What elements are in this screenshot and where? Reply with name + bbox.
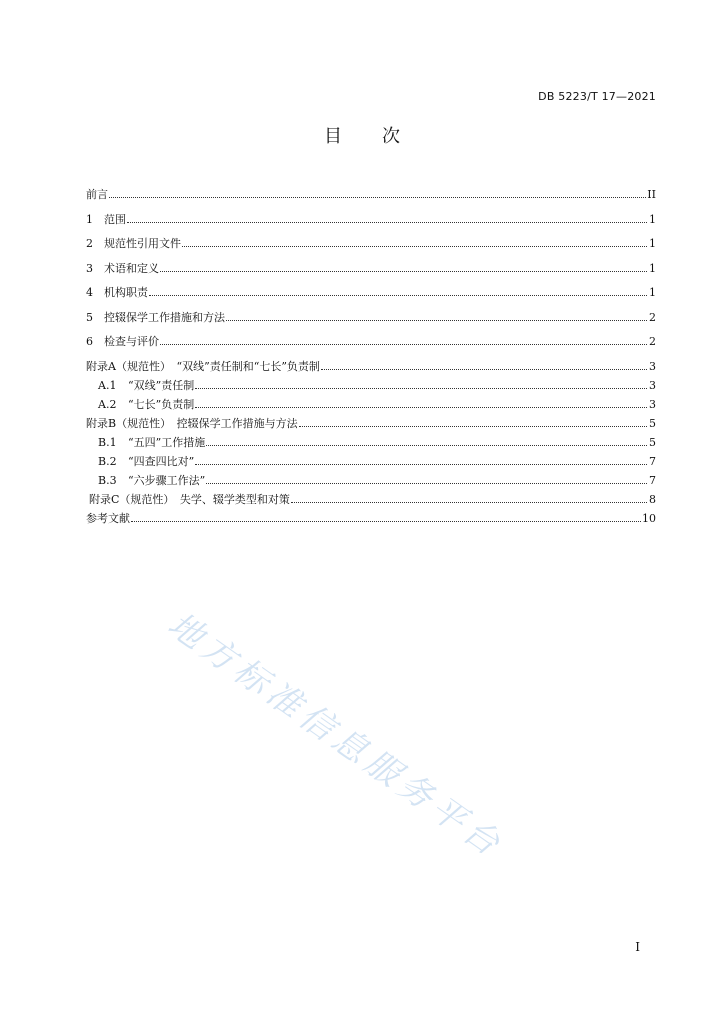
toc-number: 1 (86, 212, 93, 226)
toc-label: 参考文献 (86, 511, 130, 525)
toc-entry-appendix-b[interactable] (86, 415, 656, 434)
toc-label: 附录B（规范性） 控辍保学工作措施与方法 (86, 416, 298, 430)
toc-entry-a1[interactable] (86, 377, 656, 396)
toc-page-number: 1 (649, 286, 656, 299)
title-char-2: 次 (382, 126, 400, 147)
toc-entry-bibliography[interactable] (86, 510, 656, 529)
toc-leader-dots (149, 294, 647, 296)
toc-number: B.1 (98, 435, 117, 449)
toc-page-number: 5 (649, 435, 656, 449)
toc-page-number: 1 (649, 261, 656, 275)
toc-number: B.2 (98, 454, 117, 468)
toc-number: 6 (86, 335, 93, 348)
toc-number: A.1 (98, 378, 117, 392)
toc-entry-b1[interactable] (86, 434, 656, 453)
toc-label: 机构职责 (104, 286, 148, 299)
toc-page-number: 8 (649, 492, 656, 506)
toc-number: A.2 (98, 397, 117, 411)
toc-entry-appendix-a[interactable] (86, 358, 656, 377)
toc-page-number: 3 (649, 378, 656, 392)
toc-page-number: 10 (642, 511, 656, 525)
toc-leader-dots (321, 368, 647, 370)
toc-number: 4 (86, 286, 93, 299)
toc-label: 检查与评价 (104, 335, 159, 348)
toc-entry-foreword[interactable] (86, 186, 656, 211)
toc-page-number: 7 (649, 454, 656, 468)
page-title (0, 122, 724, 148)
page-number: I (635, 940, 640, 954)
table-of-contents (86, 186, 656, 529)
toc-leader-dots (195, 463, 647, 465)
toc-leader-dots (195, 387, 647, 389)
toc-number: B.3 (98, 473, 117, 487)
toc-entry-measures-methods[interactable] (86, 309, 656, 334)
watermark: 地方标准信息服务平台 (160, 604, 512, 867)
toc-label: “七长”负责制 (128, 397, 195, 411)
toc-entry-normative-references[interactable] (86, 235, 656, 260)
toc-page-number: 5 (649, 416, 656, 430)
toc-page-number: 1 (649, 237, 656, 250)
toc-entry-appendix-c[interactable] (86, 491, 656, 510)
toc-label: 范围 (104, 212, 126, 226)
toc-leader-dots (206, 444, 647, 446)
document-code: DB 5223/T 17—2021 (538, 90, 656, 103)
toc-page-number: 2 (649, 335, 656, 348)
toc-leader-dots (195, 406, 647, 408)
toc-label: 前言 (86, 188, 108, 201)
toc-page-number: 3 (649, 359, 656, 373)
toc-label: “双线”责任制 (128, 378, 195, 392)
toc-leader-dots (182, 245, 647, 247)
toc-label: 控辍保学工作措施和方法 (104, 310, 225, 324)
toc-label: “六步骤工作法” (128, 473, 206, 487)
toc-leader-dots (160, 343, 647, 345)
toc-label: 术语和定义 (104, 261, 159, 275)
toc-entry-b3[interactable] (86, 472, 656, 491)
toc-label: 规范性引用文件 (104, 237, 181, 250)
toc-number: 3 (86, 261, 93, 275)
toc-page-number: 1 (649, 212, 656, 226)
toc-entry-terms-definitions[interactable] (86, 260, 656, 285)
toc-page-number: 2 (649, 310, 656, 324)
toc-number: 2 (86, 237, 93, 250)
toc-label: “五四”工作措施 (128, 435, 206, 449)
toc-entry-scope[interactable] (86, 211, 656, 236)
toc-leader-dots (226, 319, 647, 321)
toc-leader-dots (127, 221, 647, 223)
toc-leader-dots (291, 501, 647, 503)
toc-entry-a2[interactable] (86, 396, 656, 415)
toc-entry-responsibilities[interactable] (86, 284, 656, 309)
toc-leader-dots (206, 482, 647, 484)
toc-entry-inspection-evaluation[interactable] (86, 333, 656, 358)
toc-page-number: II (647, 188, 656, 201)
toc-leader-dots (109, 196, 646, 198)
toc-label: “四查四比对” (128, 454, 195, 468)
toc-number: 5 (86, 310, 93, 324)
title-char-1: 目 (324, 126, 342, 147)
toc-leader-dots (131, 520, 641, 522)
toc-entry-b2[interactable] (86, 453, 656, 472)
toc-leader-dots (160, 270, 647, 272)
toc-page-number: 3 (649, 397, 656, 411)
toc-label: 附录A（规范性） “双线”责任制和“七长”负责制 (86, 359, 320, 373)
toc-label: 附录C（规范性） 失学、辍学类型和对策 (89, 492, 290, 506)
toc-leader-dots (299, 425, 647, 427)
toc-page-number: 7 (649, 473, 656, 487)
